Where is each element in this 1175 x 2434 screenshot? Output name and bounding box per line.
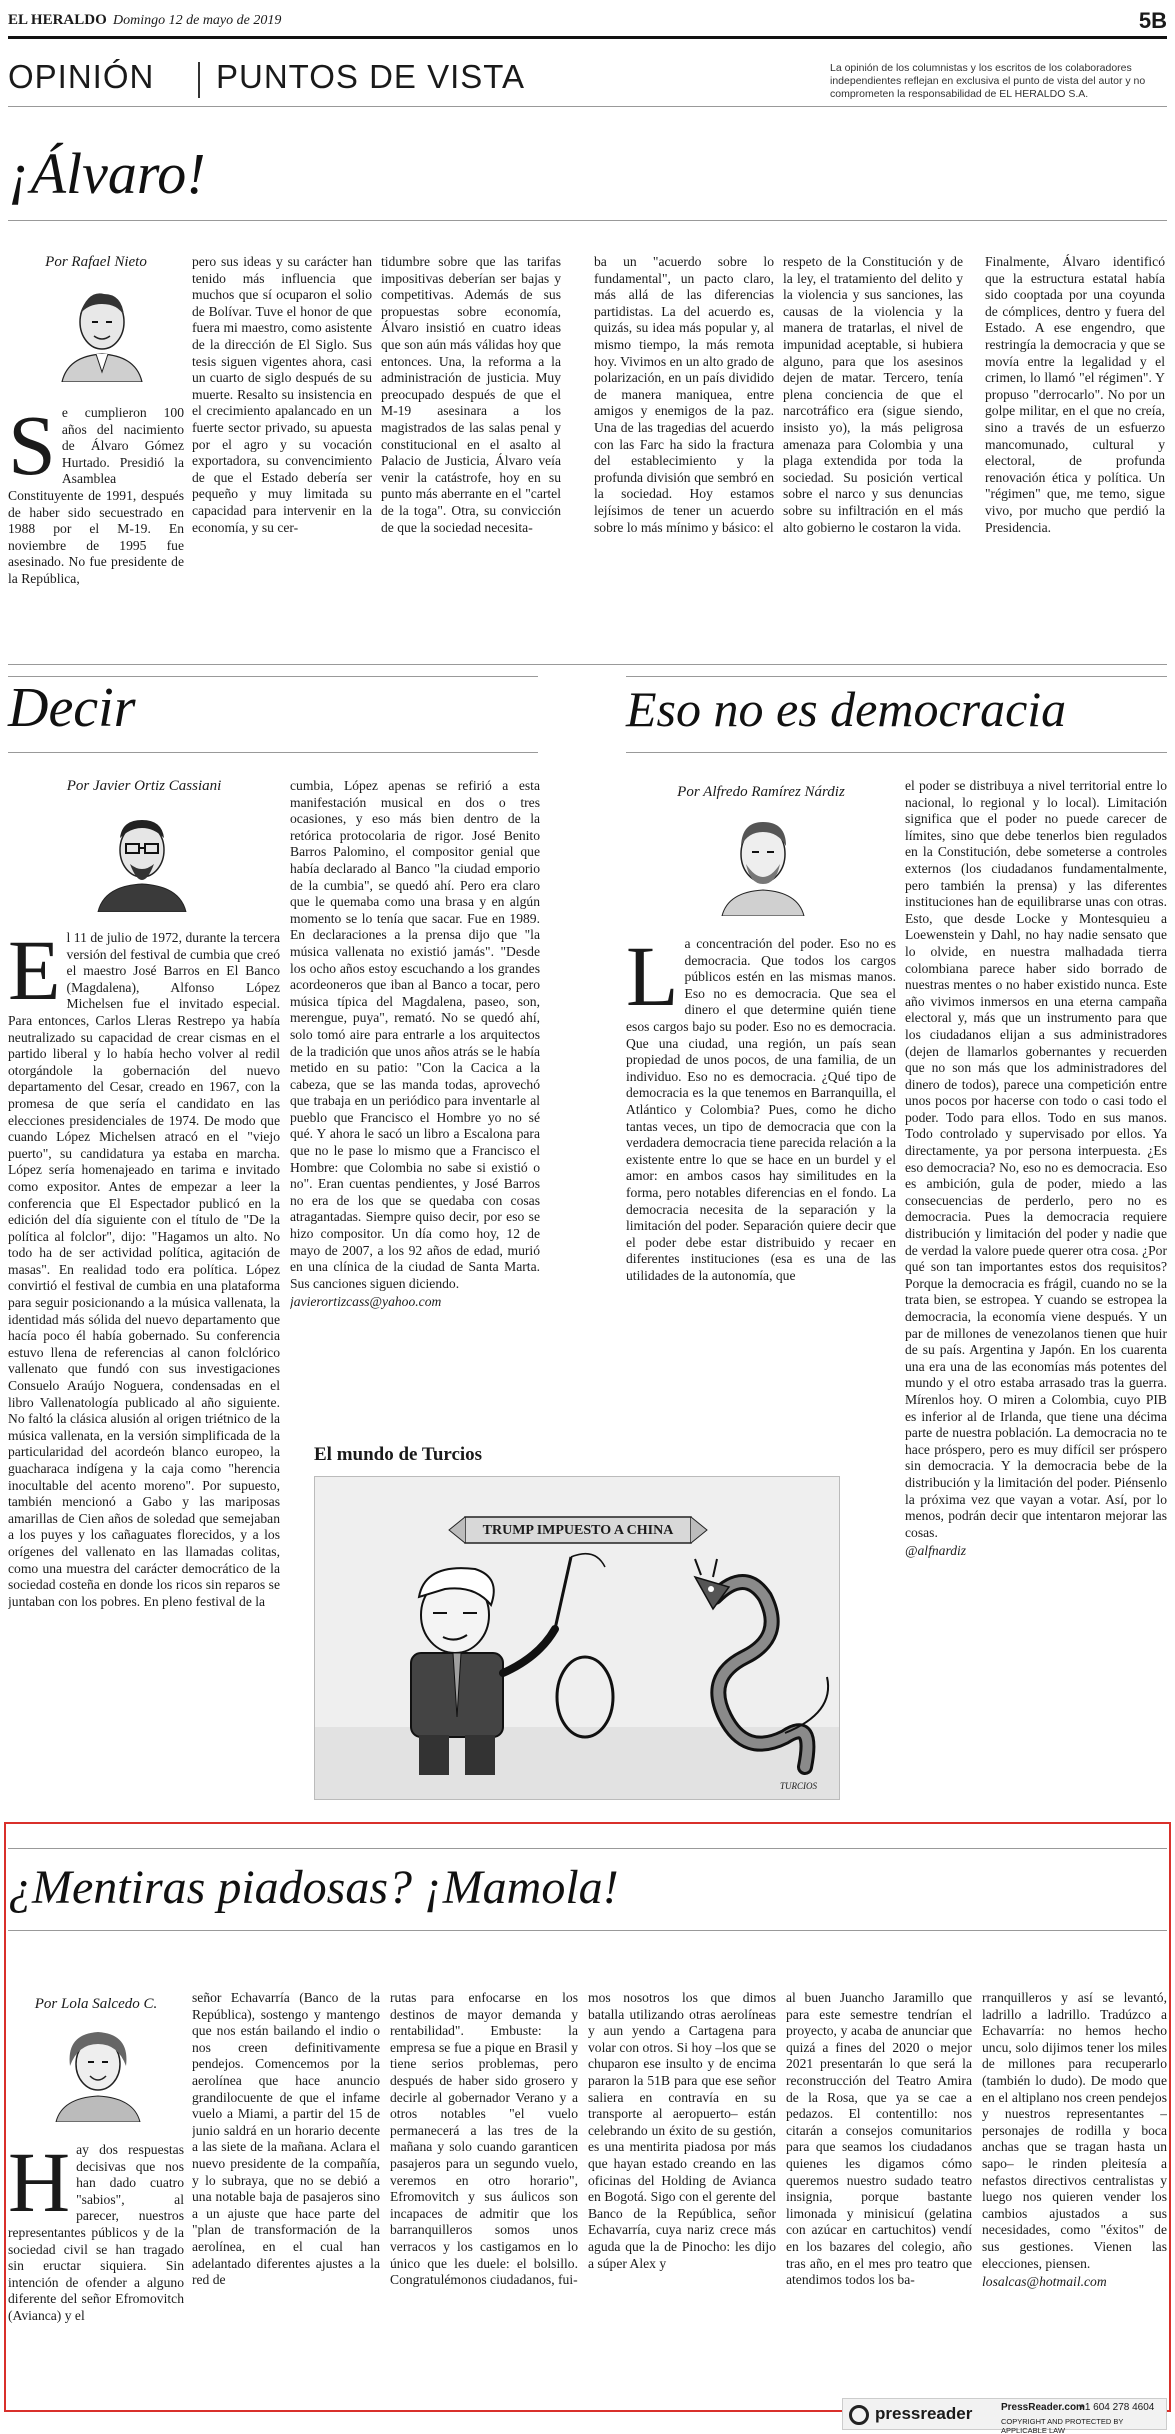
section-divider [198,62,200,98]
paper-name: EL HERALDO [8,12,107,28]
article1-col2-text: pero sus ideas y su carácter han tenido más influencia que muchos que sí ocuparon el solio de Bolívar. Tuve el honor de que fuera mi maestro, como asistente de la dirección de El Siglo. Sus tesis siguen vigentes ahora, casi un cuarto de siglo después de su muerte. Resalto su insistencia en el crecimiento apalancado en un fuerte sector privado, su apuesta por el agro y su vocación exportadora, su convencimiento de que el Estado debería ser pequeño y muy limitada su capacidad para intervenir en la economía, y su cer- [192,254,372,535]
article1-title: ¡Álvaro! [8,141,206,206]
article4-col6-text: rranquilleros y así se levantó, ladrillo a ladrillo. Tradúzco a Echavarría: no hemos hecho uncu, solo dijimos tener los miles de millones para recuperarlo (también lo dudo). De modo que en el altiplano nos creen pendejos y nuestros representantes –personajes de rodilla y boca anchas que se tragan hasta un sapo– le rinden pleitesía a nefastos directivos centralistas y luego nos quieren vender los cambios ajustados a sus necesidades, como "éxitos" de sus gestiones. Vienen las elecciones, piensen. [982,1990,1167,2271]
article1-col6-text: Finalmente, Álvaro identificó que la estructura estatal había sido cooptada por una coyunda de cómplices, dentro y fuera del Estado. A ese engendro, que restringía la democracia y que se movía entre la legalidad y el crimen, lo llamó "el régimen". Y propuso "derrocarlo". No por un golpe militar, en el que no creía, sino a través de un esfuerzo mancomunado, cultural y electoral, de profunda renovación ética y política. Un "régimen" que, me temo, sigue vivo, por mucho que perdió la Presidencia. [985,254,1165,535]
cartoon-section-title: El mundo de Turcios [314,1444,483,1465]
section-sub: PUNTOS DE VISTA [216,58,526,95]
cartoon-caption: TRUMP IMPUESTO A CHINA [482,1523,674,1538]
article4-col5-text: al buen Juancho Jaramillo que para este semestre tendrían el proyecto, y acaba de anunciar que quizá a fines del 2020 o mejor 2021 presentarán lo que será la reconstrucción del Teatro Amira de la Rosa, que ya se cae a pedazos. El contentillo: nos citarán a consejos comunitarios para que seamos los ciudadanos quienes les digamos cómo queremos nuestro sudado teatro insignia, porque bastante limonada y minisicuí (gelatina con azúcar en cartuchitos) vendí en los bazares del colegio, año tras año, en el mes pro teatro que atendimos todos los ba- [786,1990,972,2288]
article1-column-5 [783,254,963,634]
article2-email: javierortizcass@yahoo.com [290,1294,442,1310]
article2-title: Decir [8,677,136,739]
section-rule [8,106,1167,107]
article1-col5-text: respeto de la Constitución y de la ley, el tratamiento del delito y la violencia y sus sanciones, las causas de la violencia y la manera de tratarlas, el nivel de impunidad aceptable, si hubiera alguno, para que los asesinos dejen de matar. Tercero, tenía plena conciencia de que el narcotráfico era (sigue siendo, insisto yo), la más peligrosa amenaza para Colombia y una plaga extendida por toda la sociedad. Su posición vertical sobre el narco y sus denuncias sobre su infiltración en el más alto gobierno le costaron la vida. [783,254,963,535]
article4-col2-text: señor Echavarría (Banco de la República), sostengo y mantengo que nos están bailando el indio o nos creen definitivamente pendejos. Comencemos por la aerolínea que hace anuncio grandilocuente de que el infame vuelo a Miami, a partir del 15 de junio saldrá en un horario decente a las siete de la mañana. Aclara el nuevo presidente de la compañía, y lo subraya, que no se debió a una notable baja de pasajeros sino a un ajuste que hace parte del "plan de transformación de la aerolínea, en el cual han adelantado diferentes ajustes a la red de [192,1990,380,2288]
article2-dropcap: E [8,930,61,1018]
article1-column-6 [985,254,1165,634]
article2-col1-text: l 11 de julio de 1972, durante la tercera versión del festival de cumbia que creó el maestro José Barros en El Banco (Magdalena), Alfonso López Michelsen fue el invitado especial. Para entonces, Carlos Lleras Restrepo ya había neutralizado su capacidad de crear cismas en el partido liberal y lo había hecho volver al redil otorgándole la gobernación del nuevo departamento del Cesar, creado en 1967, con la promesa de que sería el candidato en las elecciones presidenciales de 1974. De modo que cuando López Michelsen atracó en el "viejo puerto", su candidatura ya estaba en marcha. López sería homenajeado en tarima e invitado como expositor. Antes de empezar a leer la conferencia que El Espectador publicó en la edición del día siguiente con el título de "De la política al folclor", dijo: "Hagamos un alto. No todo ha de ser actividad política, agitación de masas". En realidad todo era política. López convirtió el festival de cumbia en una plataforma para seguir posicionando a la música vallenata, la identidad más sólida del nuevo departamento que hacía poco él había gobernado. Su conferencia estuvo llena de referencias al canon folclórico vallenato que fundó con sus investigaciones Consuelo Araújo Noguera, condensadas en el libro Vallenatología publicado al año siguiente. No faltó la clásica alusión al origen triétnico de la música vallenata, en la versión simplificada de la particularidad del acordeón blanco europeo, la guacharaca indígena y la caja como "herencia inocultable del acento moreno". Por supuesto, también mencionó a Gabo y las mariposas amarillas de Cien años de soledad que semejaban a los puyes y los cañaguates florecidos, y a los orígenes del vallenato en las llamadas colitas, como una muestra del carácter democrático de la sociedad costeña en donde los ricos sin reparos se juntaban con los pobres. En pleno festival de la [8,930,280,1609]
article3-title-rule [626,752,1167,753]
article1-col4-text: ba un "acuerdo sobre lo fundamental", un pacto claro, más allá de las diferencias partidistas. La del acuerdo es, quizás, su idea más popular y, al mismo tiempo, la más remota hoy. Vivimos en un alto grado de polarización, en un país dividido de manera maniquea, entre amigos y enemigos de la paz. Una de las tragedias del acuerdo con las Farc ha sido la fractura del establecimiento y la profunda división que sembró en la sociedad. Hoy estamos lejísimos de tener un acuerdo sobre lo más mínimo y básico: el [594,254,774,535]
pressreader-brand: pressreader [875,2404,973,2423]
pressreader-badge[interactable] [842,2398,1167,2434]
cartoon [314,1476,840,1800]
article4-col4-text: mos nosotros los que dimos batalla utilizando otras aerolíneas y aun yendo a Cartagena para volar con otros. Si hoy –los que se chuparon ese insulto y de encima pararon la 51B para que ese señor saliera en contravía en su transporte al aeropuerto– están celebrando un éxito de su gestión, es una mentirita piadosa por más que hayan estado creando en las oficinas del Holding de Avianca en Bogotá. Sigo con el gerente del Banco de la República, señor Echavarría, cuya nariz crece más aguda que la de Pinocho: les dijo a súper Alex y [588,1990,776,2271]
article3-email: @alfnardiz [905,1543,967,1559]
article1-author-portrait [58,282,146,382]
article2-column-2 [290,778,540,1406]
article2-byline: Por Javier Ortiz Cassiani [66,778,222,794]
article4-column-3 [390,1990,578,2380]
section-name: OPINIÓN [8,58,155,95]
article1-byline: Por Rafael Nieto [45,254,147,270]
cartoon-signature: TURCIOS [779,1781,817,1791]
article4-title-rule [8,1930,1167,1931]
article1-bottom-rule [8,664,1167,665]
article2-column-1 [8,930,280,1820]
section-disclaimer: La opinión de los columnistas y los escritos de los colaboradores independientes reflejan en exclusiva el punto de vista del autor y no comprometen la responsabilidad de EL HERALDO S.A. [830,62,1146,100]
masthead-rule [8,36,1167,39]
article4-top-rule [8,1848,1167,1849]
article4-column-1 [8,2142,184,2372]
page-number: 5B [1138,8,1167,33]
article3-title: Eso no es democracia [626,681,1067,737]
issue-date: Domingo 12 de mayo de 2019 [113,13,282,28]
article1-column-1 [8,405,184,635]
masthead [8,8,1167,38]
article1-column-3 [381,254,561,634]
pressreader-phone: +1 604 278 4604 [1079,2402,1155,2413]
article4-byline: Por Lola Salcedo C. [34,1996,158,2012]
pressreader-logo-icon [849,2405,869,2425]
article3-top-rule [626,676,1167,677]
article4-title: ¿Mentiras piadosas? ¡Mamola! [8,1861,619,1914]
article4-dropcap: H [8,2142,71,2230]
article4-col3-text: rutas para enfocarse en los destinos de mayor demanda y rentabilidad". Embuste: la empresa se fue a pique en Brasil y tiene serios problemas, pero después de haber sido grosero y decirle al gobernador Verano y a otros notables "el vuelo permanecerá a las tres de la mañana y solo cuando garanticen pasajeros para un segundo vuelo, veremos en otro horario", Efromovitch y sus áulicos son incapaces de admitir que los barranquilleros somos unos verracos y los castigamos en lo único que les duele: el bolsillo. Congratulémonos ciudadanos, fui- [390,1990,578,2288]
article2-col2-text: cumbia, López apenas se refirió a esta manifestación musical en dos o tres ocasiones, y eso más bien dentro de la retórica protocolaria de rigor. José Benito Barros Palomino, el compositor genial que había declarado al Banco "la ciudad emporio de la cumbia", se quedó ahí. Pero era claro que le quemaba como una brasa y en algún momento se lo tenía que sacar. Fue en 1989. En declaraciones a la prensa dijo que "la música vallenata no existió jamás". "Desde los ocho años estoy escuchando a los grandes acordeoneros que iban al Banco a tocar, pero música típica del Magdalena, paseo, son, merengue, puya", remató. No se quedó ahí, solo tomó aire para entrarle a los arquitectos de la tradición que unos años atrás se le había metido en su patio: "Con la Cacica a la cabeza, que se las manda todas, aprovechó que trabaja en un periódico para inventarle al pueblo que Francisco el Hombre yo no sé qué. Y ahora le sacó un libro a Escalona para que no le pase lo mismo que a Francisco el Hombre: que Colombia no sabe si existió o no". Eran cuentas pendientes, y José Barros no era de los que se quedaba con cosas atragantadas. Siempre quiso decir, por eso se hizo compositor. Un día como hoy, 12 de mayo de 2007, a los 92 años de edad, murió en una clínica de la ciudad de Santa Marta. Sus canciones siguen diciendo. [290,778,540,1291]
article1-col3-text: tidumbre sobre que las tarifas impositivas deberían ser bajas y competitivas. Además de sus propuestas sobre economía, Álvaro insistió en cuatro ideas que son aún más válidas hoy que entonces. Una, la reforma a la administración de justicia. Muy preocupado después de que el M-19 asesinara a los magistrados de las salas penal y constitucional en el asalto al Palacio de Justicia, Álvaro veía venir la catástrofe, hoy en su punto más aberrante en el "cartel de la toga". Otra, su convicción de que la sociedad necesita- [381,254,561,535]
article3-dropcap: L [626,936,679,1024]
article1-col1-text: e cumplieron 100 años del nacimiento de Álvaro Gómez Hurtado. Presidió la Asamblea Constituyente de 1991, después de haber sido secuestrado en 1988 por el M-19. En noviembre de 1995 fue asesinado. No fue presidente de la República, [8,405,184,586]
article4-column-4 [588,1990,776,2380]
article1-title-rule [8,220,1167,221]
article4-col1-text: ay dos respuestas decisivas que nos han dado cuatro "sabios", al parecer, nuestros representantes públicos y de la sociedad civil se han tragado sin eructar siquiera. Sin intención de ofender a alguno diferente del señor Efromovitch (Avianca) y el [8,2142,184,2323]
article4-column-2 [192,1990,380,2380]
article4-column-5 [786,1990,972,2380]
article4-author-portrait [52,2022,144,2122]
article3-byline: Por Alfredo Ramírez Nárdiz [677,784,845,800]
article1-column-4 [594,254,774,634]
article3-column-1 [626,936,896,1450]
article3-column-2 [905,778,1167,1820]
pressreader-site: PressReader.com [1001,2402,1085,2413]
pressreader-copyright: COPYRIGHT AND PROTECTED BY APPLICABLE LAW [1001,2417,1124,2434]
article1-dropcap: S [8,405,56,493]
article3-author-portrait [718,812,808,916]
article1-column-2 [192,254,372,634]
article2-author-portrait [92,808,192,912]
article3-col2-text: el poder se distribuya a nivel territorial entre lo nacional, lo regional y lo local). Limitación significa que el poder no puede carecer de límites, sino que debe tenerlos bien regulados en la Constitución, debe someterse a controles externos (los ciudadanos fundamentalmente, pero también la prensa) y las diferentes instituciones han de equilibrarse unas con otras. Esto, que desde Locke y Montesquieu a Loewenstein y Dahl, no hay nadie sensato que lo olvide, en nuestra malhadada tierra colombiana parece haber sido borrado de nuestras mentes o no haber existido nunca. Este año vivimos inmersos en una eterna campaña electoral y, más que un instrumento para que los ciudadanos elijan a sus administradores (dejen de llamarlos gobernantes y recuerden que no son más que los administradores del dinero de todos), parece una competición entre unos pocos por hacerse con todo o casi todo el poder. Todo para ellos. Todo en sus manos. Todo controlado y supervisado por ellos. Ya directamente, ya por persona interpuesta. ¿Es eso democracia? No, eso no es democracia. Eso es ambición, gula de poder, miedo a las consecuencias de perderlo, pero no es democracia. Pues la democracia requiere distribución y limitación del poder y nadie que de verdad la valore puede querer otra cosa. ¿Por qué son tan importantes estos dos requisitos? Porque la democracia es frágil, cuando no se la trata bien, se estropea. Y cuando se estropea la democracia, la economía viene después. Y un par de millones de venezolanos tienen que huir de su país. Argentina y Japón. En los cuarenta una era una de las economías más potentes del mundo y el otro estaba arrasado tras la guerra. Mírenlos hoy. O miren a Colombia, cuyo PIB es inferior al de Irlanda, que tiene una décima parte de nuestra población. La democracia no te hace próspero, pero es muy difícil ser próspero sin democracia. Y la democracia bebe de la distribución y la limitación del poder. Piénsenlo la próxima vez que vayan a votar. Así, por lo menos, podrán decir que intentaron mejorar las cosas. [905,778,1167,1540]
article3-col1-text: a concentración del poder. Eso no es democracia. Que todos los cargos públicos estén en las mismas manos. Eso no es democracia. Que sea el dinero el que determine quién tiene esos cargos bajo su poder. Eso no es democracia. Que una ciudad, una región, un país sean propiedad de unos pocos, de una familia, de un individuo. Eso no es democracia. ¿Qué tipo de democracia es la que tenemos en Barranquilla, el Atlántico y Colombia? Pues, como he dicho tantas veces, un tipo de democracia que con la verdadera democracia tiene parecida relación a la existente entre lo que se hace en un burdel y el amor: en ambos casos hay similitudes en la forma, pero notables diferencias en el fondo. La democracia necesita de la separación y la limitación del poder. Separación quiere decir que el poder debe estar distribuido y recaer en diferentes instituciones (esa es una de las utilidades de la autonomía, que [626,936,896,1283]
article2-title-rule [8,752,538,753]
article4-email: losalcas@hotmail.com [982,2274,1107,2290]
article4-column-6 [982,1990,1167,2380]
